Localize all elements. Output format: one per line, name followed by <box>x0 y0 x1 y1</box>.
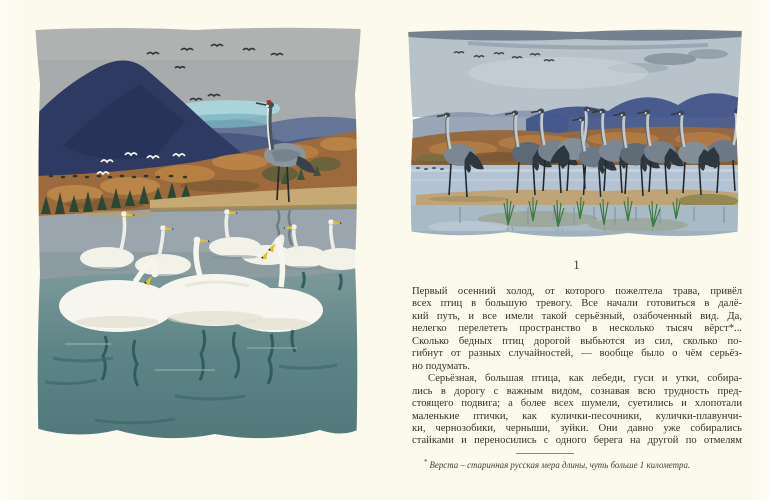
text-line: кий путь, и все имели такой серьёзный, озабоченный вид. Да, <box>412 310 742 322</box>
swan-lake-illustration <box>35 24 361 456</box>
footnote <box>424 457 742 471</box>
page-right <box>385 0 770 500</box>
text-line: стоящего подвига; а более всех шумели, суетились и хлопотали <box>412 398 742 410</box>
text-line: стайками и переносились с одного берега на другой по отмелям <box>412 435 742 447</box>
footnote-text: Верста – старинная русская мера длины, чуть больше 1 километра. <box>429 459 691 470</box>
footnote-separator <box>516 453 574 454</box>
text-line: гибнут от разных случайностей, — вообще было о чём серьёз- <box>412 348 742 360</box>
paragraph-1 <box>412 286 742 373</box>
text-line: но подумать. <box>412 360 470 372</box>
text-line: нелегко перелететь пространство в несколько тысяч вёрст*... <box>412 323 742 335</box>
swan-lake-art <box>35 24 361 456</box>
text-line: маленькие птички, как кулички-песочники, кулички-плавунчи- <box>412 410 742 422</box>
text-line: ки, чернозобики, черныши, зуйки. Они давно уже собирались <box>412 422 742 434</box>
text-line: лись в дорогу с важным видом, сознавая всю трудность пред- <box>412 385 742 397</box>
text-line: Серьёзная, большая птица, как лебеди, гуси и утки, собира- <box>428 373 742 385</box>
crane-flock-illustration <box>408 27 742 245</box>
text-line: всех птиц в большую тревогу. Все начали готовиться в далё- <box>412 298 742 310</box>
text-line: Первый осенний холод, от которого пожелтела трава, привёл <box>412 286 742 297</box>
paragraph-2 <box>412 373 742 448</box>
crane-flock-art <box>408 27 742 245</box>
text-line: Сколько бедных птиц доро́гой выбьются из сил, сколько по- <box>412 335 742 347</box>
footnote-marker: * <box>424 457 428 466</box>
chapter-number: 1 <box>573 258 581 272</box>
story-text-column <box>412 258 742 471</box>
crane-red-cap <box>266 100 271 103</box>
